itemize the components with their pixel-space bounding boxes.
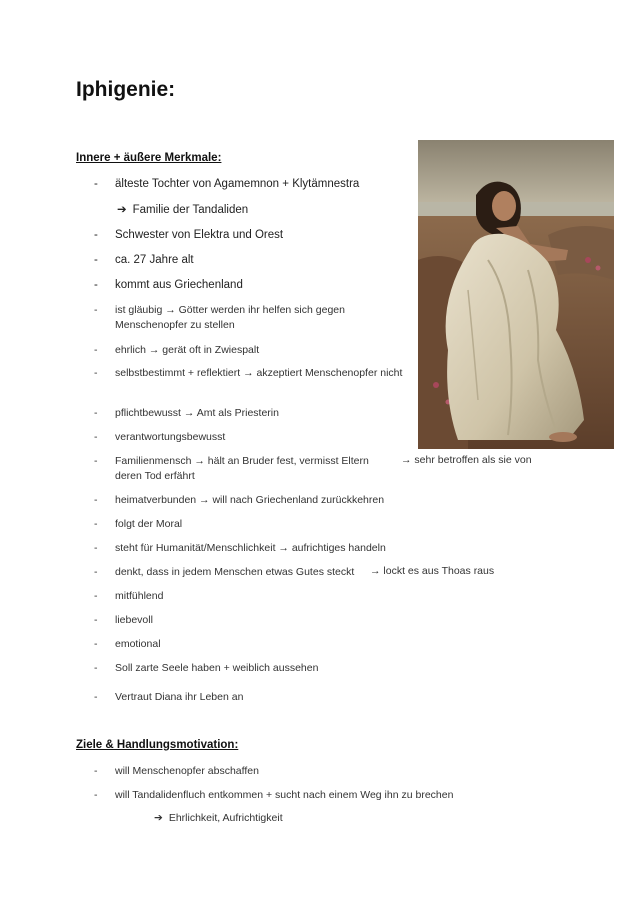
bullet-dash: - xyxy=(94,344,98,356)
list-item-text: heimatverbunden → will nach Griechenland zurückkehren xyxy=(115,494,385,506)
list-item xyxy=(94,764,564,779)
bullet-dash: - xyxy=(94,178,98,190)
list-item-text: ca. 27 Jahre alt xyxy=(115,254,194,266)
sub-arrow-text: Ehrlichkeit, Aufrichtigkeit xyxy=(168,812,283,824)
list-item-text: ehrlich → gerät oft in Zwiespalt xyxy=(115,344,260,356)
list-item-text: Vertraut Diana ihr Leben an xyxy=(115,691,244,703)
bullet-dash: - xyxy=(94,789,98,801)
painting-image xyxy=(418,140,614,449)
bullet-dash: - xyxy=(94,638,98,650)
list-item xyxy=(94,366,414,381)
list-item-text: emotional xyxy=(115,638,161,650)
list-item-text: pflichtbewusst → Amt als Priesterin xyxy=(115,407,279,419)
list-item xyxy=(94,788,564,803)
section-heading-goals: Ziele & Handlungsmotivation: xyxy=(76,739,239,751)
list-item xyxy=(94,493,564,508)
bullet-dash: - xyxy=(94,614,98,626)
painting-svg xyxy=(418,140,614,449)
list-item-text: denkt, dass in jedem Menschen etwas Gutes steckt xyxy=(115,566,355,578)
bullet-dash: - xyxy=(94,455,98,467)
bullet-dash: - xyxy=(94,662,98,674)
bullet-dash: - xyxy=(94,229,98,241)
list-item-text: verantwortungsbewusst xyxy=(115,431,226,443)
bullet-dash: - xyxy=(94,431,98,443)
bullet-dash: - xyxy=(94,407,98,419)
sub-arrow-text: Familie der Tandaliden xyxy=(132,204,249,216)
list-item xyxy=(94,637,564,652)
list-item xyxy=(94,589,564,604)
list-item-text: Soll zarte Seele haben + weiblich aussehen xyxy=(115,662,319,674)
list-item xyxy=(94,661,564,676)
bullet-dash: - xyxy=(94,279,98,291)
list-item-extra: → sehr betroffen als sie von xyxy=(401,454,532,466)
list-item-text: will Tandalidenfluch entkommen + sucht nach einem Weg ihn zu brechen xyxy=(115,789,454,801)
list-item xyxy=(94,613,564,628)
page-title: Iphigenie: xyxy=(76,78,176,101)
list-item-text: kommt aus Griechenland xyxy=(115,279,243,291)
list-item xyxy=(94,541,564,556)
sub-arrow-line xyxy=(154,812,283,824)
list-item-text: folgt der Moral xyxy=(115,518,183,530)
list-item-extra: → lockt es aus Thoas raus xyxy=(370,565,495,577)
list-item xyxy=(94,303,394,333)
list-item-continuation: deren Tod erfährt xyxy=(115,470,195,482)
list-item xyxy=(94,517,564,532)
bullet-dash: - xyxy=(94,566,98,578)
list-item-text: liebevoll xyxy=(115,614,153,626)
bullet-dash: - xyxy=(94,518,98,530)
list-item-text: Schwester von Elektra und Orest xyxy=(115,229,284,241)
list-item-text: steht für Humanität/Menschlichkeit → aufrichtiges handeln xyxy=(115,542,386,554)
list-item-text: Familienmensch → hält an Bruder fest, vermisst Eltern xyxy=(115,455,369,467)
list-item-text: mitfühlend xyxy=(115,590,164,602)
arrow-right-icon: ➔ xyxy=(154,812,163,824)
list-item-text: ist gläubig → Götter werden ihr helfen sich gegen Menschenopfer zu stellen xyxy=(115,304,345,331)
bullet-dash: - xyxy=(94,542,98,554)
bullet-dash: - xyxy=(94,367,98,379)
list-item-text: selbstbestimmt + reflektiert → akzeptiert Menschenopfer nicht xyxy=(115,367,403,379)
list-item-text: älteste Tochter von Agamemnon + Klytämnestra xyxy=(115,178,360,190)
bullet-dash: - xyxy=(94,494,98,506)
arrow-right-icon: ➔ xyxy=(117,204,127,216)
bullet-dash: - xyxy=(94,765,98,777)
bullet-dash: - xyxy=(94,590,98,602)
sub-arrow-line xyxy=(117,202,248,216)
list-item xyxy=(94,690,564,705)
list-item-text: will Menschenopfer abschaffen xyxy=(115,765,259,777)
bullet-dash: - xyxy=(94,254,98,266)
bullet-dash: - xyxy=(94,691,98,703)
bullet-dash: - xyxy=(94,304,98,316)
section-heading-traits: Innere + äußere Merkmale: xyxy=(76,152,222,164)
